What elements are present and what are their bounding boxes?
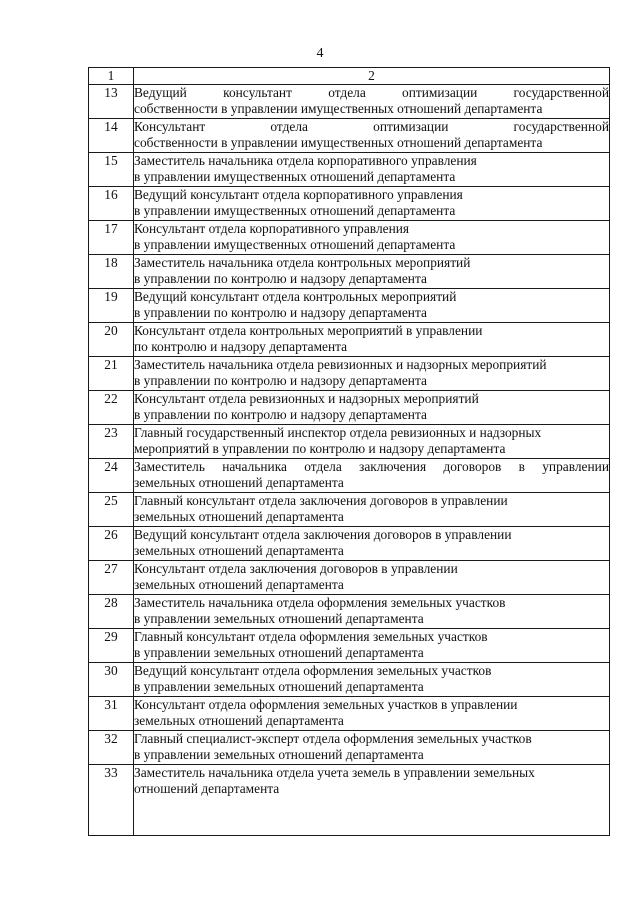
position-title-line-2: земельных отношений департамента [134,713,344,729]
table-row [89,119,610,153]
position-title [134,357,610,391]
position-title-line-1: Заместитель начальника отдела ревизионных и надзорных мероприятий [134,357,547,373]
row-number: 30 [89,663,134,697]
position-title-line-2: по контролю и надзору департамента [134,339,348,355]
row-number: 15 [89,153,134,187]
position-title-line-1: Главный государственный инспектор отдела ревизионных и надзорных [134,425,542,441]
position-title-line-2: в управлении имущественных отношений департамента [134,169,456,185]
position-title-line-2: в управлении имущественных отношений департамента [134,203,456,219]
position-title-line-1: Ведущий консультант отдела контрольных мероприятий [134,289,457,305]
position-title [134,187,610,221]
position-title-line-2: собственности в управлении имущественных отношений департамента [134,101,543,117]
position-title-line-1: Главный консультант отдела оформления земельных участков [134,629,488,645]
position-title-line-2: в управлении по контролю и надзору департамента [134,373,427,389]
position-title [134,119,610,153]
position-title [134,255,610,289]
table-row [89,663,610,697]
position-title-line-1: Консультант отдела ревизионных и надзорных мероприятий [134,391,479,407]
position-title [134,323,610,357]
table-row [89,595,610,629]
position-title [134,221,610,255]
table-row [89,527,610,561]
position-title [134,289,610,323]
position-title [134,731,610,765]
position-title-line-1: Консультант отдела оптимизации государственной [134,119,609,135]
table-row [89,187,610,221]
position-title-line-1: Главный консультант отдела заключения договоров в управлении [134,493,508,509]
table-row [89,153,610,187]
position-title-line-2: земельных отношений департамента [134,543,344,559]
header-col-position: 2 [134,68,610,85]
table-header-row [89,68,610,85]
position-title-line-2: в управлении земельных отношений департамента [134,611,424,627]
position-title-line-1: Консультант отдела заключения договоров в управлении [134,561,458,577]
position-title [134,697,610,731]
row-number: 33 [89,765,134,836]
position-title [134,493,610,527]
position-title-line-2: в управлении земельных отношений департамента [134,747,424,763]
page-number: 4 [316,46,324,61]
row-number: 28 [89,595,134,629]
row-number: 24 [89,459,134,493]
row-number: 25 [89,493,134,527]
position-title [134,527,610,561]
table-row [89,425,610,459]
table-row [89,221,610,255]
table-row [89,629,610,663]
position-title-line-1: Ведущий консультант отдела корпоративного управления [134,187,463,203]
position-title-line-1: Консультант отдела корпоративного управления [134,221,410,237]
table-row [89,731,610,765]
position-title [134,629,610,663]
table-row [89,697,610,731]
position-title-line-2: земельных отношений департамента [134,509,344,525]
position-title [134,85,610,119]
position-title [134,663,610,697]
position-title-line-1: Заместитель начальника отдела оформления земельных участков [134,595,506,611]
position-title-line-2: земельных отношений департамента [134,577,344,593]
table-row [89,765,610,836]
position-title-line-1: Ведущий консультант отдела оформления земельных участков [134,663,492,679]
position-title-line-1: Ведущий консультант отдела заключения договоров в управлении [134,527,512,543]
header-col-number: 1 [89,68,134,85]
position-title-line-1: Заместитель начальника отдела заключения договоров в управлении [134,459,609,475]
table-row [89,289,610,323]
row-number: 27 [89,561,134,595]
position-title-line-1: Главный специалист-эксперт отдела оформления земельных участков [134,731,532,747]
position-title [134,425,610,459]
table-row [89,357,610,391]
position-title-line-2: в управлении земельных отношений департамента [134,645,424,661]
position-title [134,561,610,595]
position-title-line-2: отношений департамента [134,781,280,797]
row-number: 13 [89,85,134,119]
position-title [134,595,610,629]
position-title-line-2: земельных отношений департамента [134,475,344,491]
position-title-line-2: в управлении по контролю и надзору департамента [134,271,427,287]
table-row [89,85,610,119]
position-title-line-1: Консультант отдела контрольных мероприятий в управлении [134,323,483,339]
position-title-line-1: Заместитель начальника отдела контрольных мероприятий [134,255,471,271]
position-title-line-2: в управлении имущественных отношений департамента [134,237,456,253]
row-number: 16 [89,187,134,221]
row-number: 26 [89,527,134,561]
position-title-line-1: Консультант отдела оформления земельных участков в управлении [134,697,518,713]
position-title-line-1: Ведущий консультант отдела оптимизации государственной [134,85,609,101]
positions-table [88,67,610,836]
row-number: 22 [89,391,134,425]
table-row [89,391,610,425]
row-number: 14 [89,119,134,153]
row-number: 19 [89,289,134,323]
table-row [89,323,610,357]
row-number: 21 [89,357,134,391]
position-title [134,765,610,836]
position-title-line-2: мероприятий в управлении по контролю и надзору департамента [134,441,506,457]
row-number: 32 [89,731,134,765]
row-number: 29 [89,629,134,663]
table-row [89,255,610,289]
positions-table-body [89,68,610,836]
position-title-line-2: в управлении по контролю и надзору департамента [134,407,427,423]
row-number: 20 [89,323,134,357]
position-title [134,391,610,425]
position-title [134,459,610,493]
position-title-line-2: в управлении по контролю и надзору департамента [134,305,427,321]
row-number: 17 [89,221,134,255]
row-number: 23 [89,425,134,459]
row-number: 31 [89,697,134,731]
table-row [89,493,610,527]
position-title-line-1: Заместитель начальника отдела учета земель в управлении земельных [134,765,535,781]
table-row [89,561,610,595]
position-title-line-1: Заместитель начальника отдела корпоративного управления [134,153,477,169]
row-number: 18 [89,255,134,289]
position-title-line-2: в управлении земельных отношений департамента [134,679,424,695]
table-row [89,459,610,493]
position-title [134,153,610,187]
position-title-line-2: собственности в управлении имущественных отношений департамента [134,135,543,151]
